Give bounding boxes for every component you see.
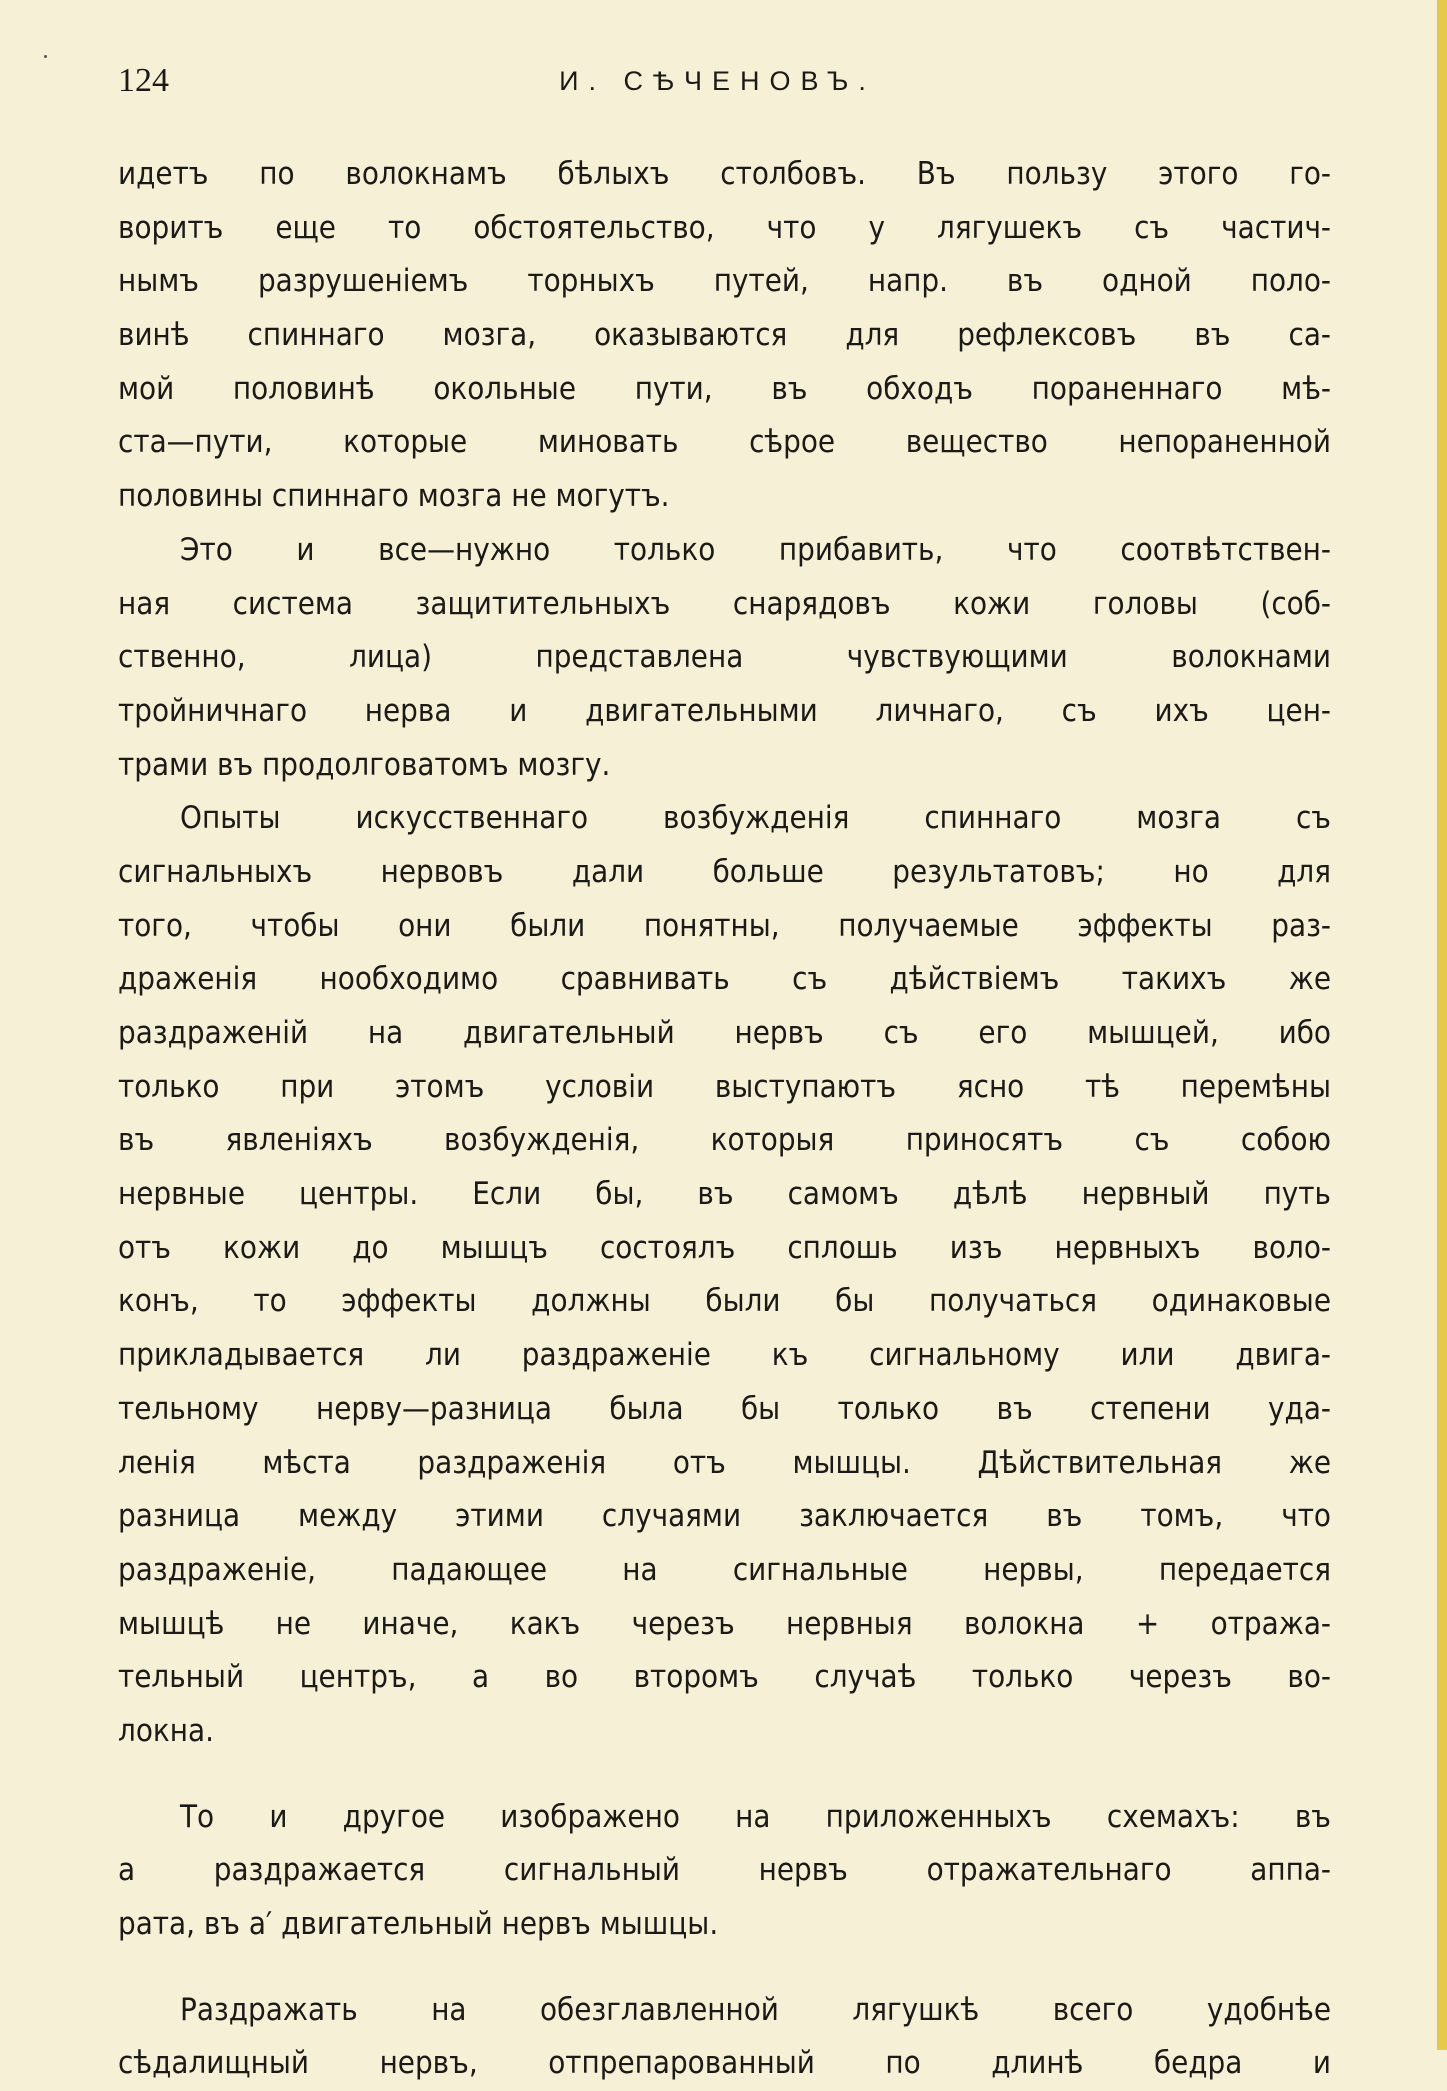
text-line: ста—пути, которые миновать сѣрое вещество непораненной — [118, 424, 1331, 461]
text-line: раздраженiй на двигательный нервъ съ его мышцей, ибо — [118, 1015, 1331, 1051]
text-line: тельный центръ, а во второмъ случаѣ только черезъ во- — [118, 1659, 1331, 1696]
text-line: ная система защитительныхъ снарядовъ кожи головы (соб- — [118, 585, 1331, 622]
paragraph — [118, 792, 1331, 1758]
text-line: То и другое изображено на приложенныхъ схемахъ: въ — [180, 1798, 1331, 1835]
text-line: рата, въ a′ двигательный нервъ мышцы. — [118, 1906, 719, 1942]
body-text — [118, 148, 1331, 2091]
text-line: нервные центры. Если бы, въ самомъ дѣлѣ нервный путь — [118, 1176, 1331, 1213]
text-line: Опыты искусственнаго возбужденiя спиннаго мозга съ — [180, 800, 1331, 837]
text-line: прикладывается ли раздраженiе къ сигнальному или двига- — [118, 1337, 1331, 1374]
paragraph-gap — [118, 1952, 1331, 1984]
paragraph — [118, 524, 1331, 792]
print-speck — [44, 55, 47, 58]
text-line: половины спиннаго мозга не могутъ. — [118, 478, 670, 515]
text-line: нымъ разрушенiемъ торныхъ путей, напр. въ одной поло- — [118, 263, 1331, 300]
text-line: локна. — [118, 1712, 214, 1749]
text-line: въ явленiяхъ возбужденiя, которыя приносятъ съ собою — [118, 1122, 1331, 1159]
text-line: только при этомъ условiи выступаютъ ясно тѣ перемѣны — [118, 1068, 1331, 1105]
text-line: разница между этими случаями заключается въ томъ, что — [118, 1498, 1331, 1535]
text-line: трами въ продолговатомъ мозгу. — [118, 746, 611, 783]
paragraph — [118, 1791, 1331, 1952]
paragraph — [118, 148, 1331, 524]
text-line: мышцѣ не иначе, какъ черезъ нервныя волокна + отража- — [118, 1605, 1331, 1642]
text-line: драженiя нообходимо сравнивать съ дѣйствiемъ такихъ же — [118, 961, 1331, 998]
text-line: тройничнаго нерва и двигательными личнаго, съ ихъ цен- — [118, 692, 1331, 729]
text-line: a раздражается сигнальный нервъ отражательнаго аппа- — [118, 1852, 1331, 1889]
text-line: воритъ еще то обстоятельство, что у лягушекъ съ частич- — [118, 209, 1331, 246]
text-line: тельному нерву—разница была бы только въ степени уда- — [118, 1390, 1331, 1427]
text-line: сигнальныхъ нервовъ дали больше результатовъ; но для — [118, 853, 1331, 890]
page-header — [118, 62, 1317, 102]
text-line: мой половинѣ окольные пути, въ обходъ пораненнаго мѣ- — [118, 370, 1331, 407]
text-line: винѣ спиннаго мозга, оказываются для рефлексовъ въ са- — [118, 317, 1331, 354]
text-line: раздраженiе, падающее на сигнальные нервы, передается — [118, 1551, 1331, 1588]
running-head: И. СѢЧЕНОВЪ. — [559, 66, 876, 96]
text-line: ленiя мѣста раздраженiя отъ мышцы. Дѣйствительная же — [118, 1444, 1331, 1481]
page-number: 124 — [118, 62, 169, 99]
text-line: конъ, то эффекты должны были бы получаться одинаковые — [118, 1283, 1331, 1320]
text-line: ственно, лица) представлена чувствующими волокнами — [118, 639, 1331, 676]
paragraph — [118, 1984, 1331, 2091]
text-line: сѣдалищный нервъ, отпрепарованный по длинѣ бедра и — [118, 2045, 1331, 2082]
paragraph-gap — [118, 1759, 1331, 1791]
text-line: отъ кожи до мышцъ состоялъ сплошь изъ нервныхъ воло- — [118, 1229, 1331, 1266]
text-line: того, чтобы они были понятны, получаемые эффекты раз- — [118, 907, 1331, 944]
text-line: идетъ по волокнамъ бѣлыхъ столбовъ. Въ пользу этого го- — [118, 156, 1331, 192]
text-line: Раздражать на обезглавленной лягушкѣ всего удобнѣе — [180, 1991, 1331, 2028]
text-line: Это и все—нужно только прибавить, что соотвѣтствен- — [180, 531, 1331, 568]
